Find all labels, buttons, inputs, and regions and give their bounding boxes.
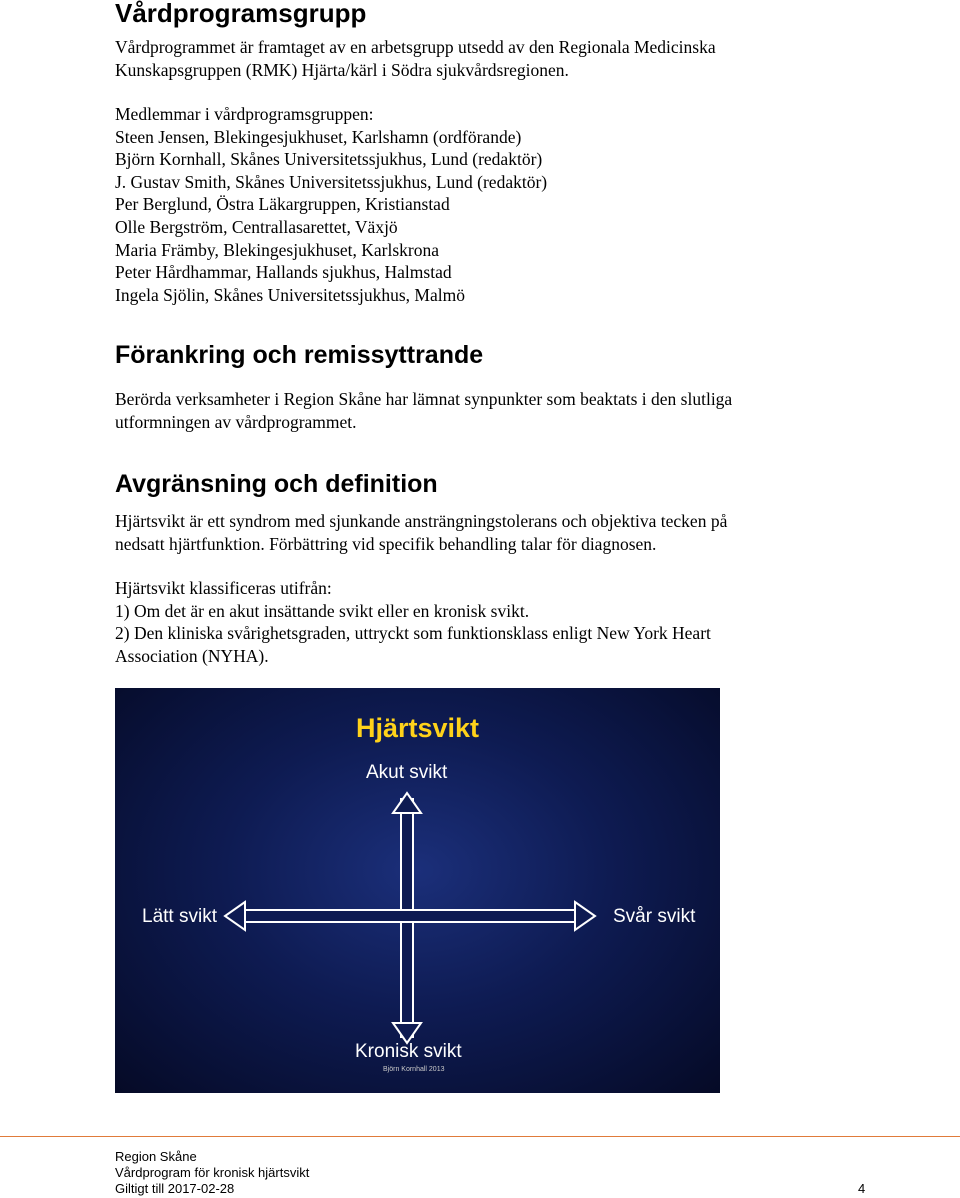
label-svar-svikt: Svår svikt xyxy=(613,906,696,927)
members-list xyxy=(115,103,815,306)
classification-paragraph xyxy=(115,577,815,667)
arrow-right xyxy=(575,902,595,930)
diagram-title: Hjärtsvikt xyxy=(355,713,480,743)
member-item: Maria Främby, Blekingesjukhuset, Karlskrona xyxy=(115,239,440,260)
heart-failure-diagram xyxy=(115,688,720,1093)
text-line: utformningen av vårdprogrammet. xyxy=(115,411,357,432)
arrow-down xyxy=(393,1023,421,1043)
footer-rule xyxy=(0,1136,960,1137)
members-heading: Medlemmar i vårdprogramsgruppen: xyxy=(115,104,374,124)
label-kronisk-svikt: Kronisk svikt xyxy=(355,1041,462,1062)
diagram-credit: Björn Kornhall 2013 xyxy=(383,1066,445,1073)
member-item: Peter Hårdhammar, Hallands sjukhus, Halmstad xyxy=(115,262,452,283)
diagram-axes xyxy=(115,688,720,1093)
page-footer xyxy=(115,1149,309,1197)
member-item: Olle Bergström, Centrallasarettet, Växjö xyxy=(115,216,398,237)
member-item: Ingela Sjölin, Skånes Universitetssjukhus, Malmö xyxy=(115,284,465,305)
arrow-up xyxy=(393,793,421,813)
page-number: 4 xyxy=(858,1181,866,1196)
text-line: Vårdprogrammet är framtaget av en arbetsgrupp utsedd av den Regionala Medicinska xyxy=(115,37,716,57)
arrow-left xyxy=(225,902,245,930)
definition-paragraph xyxy=(115,510,815,555)
label-latt-svikt: Lätt svikt xyxy=(142,906,217,927)
forankring-paragraph xyxy=(115,388,815,433)
member-item: J. Gustav Smith, Skånes Universitetssjukhus, Lund (redaktör) xyxy=(115,171,548,192)
section-heading-avgransning: Avgränsning och definition xyxy=(115,470,438,498)
text-line: Berörda verksamheter i Region Skåne har lämnat synpunkter som beaktats i den slutliga xyxy=(115,389,733,409)
label-akut-svikt: Akut svikt xyxy=(366,762,448,783)
section-heading-vardprogramsgrupp: Vårdprogramsgrupp xyxy=(115,0,367,28)
text-line: Kunskapsgruppen (RMK) Hjärta/kärl i Södra sjukvårdsregionen. xyxy=(115,59,569,80)
member-item: Steen Jensen, Blekingesjukhuset, Karlshamn (ordförande) xyxy=(115,126,522,147)
text-line: nedsatt hjärtfunktion. Förbättring vid specifik behandling talar för diagnosen. xyxy=(115,533,657,554)
member-item: Björn Kornhall, Skånes Universitetssjukhus, Lund (redaktör) xyxy=(115,149,543,170)
footer-doc-title: Vårdprogram för kronisk hjärtsvikt xyxy=(115,1165,310,1180)
intro-paragraph xyxy=(115,36,815,81)
footer-org: Region Skåne xyxy=(115,1149,197,1164)
text-line: Hjärtsvikt klassificeras utifrån: xyxy=(115,578,332,598)
text-line: Hjärtsvikt är ett syndrom med sjunkande ansträngningstolerans och objektiva tecken på xyxy=(115,511,728,531)
section-heading-forankring: Förankring och remissyttrande xyxy=(115,341,484,369)
member-item: Per Berglund, Östra Läkargruppen, Kristianstad xyxy=(115,194,450,215)
footer-valid: Giltigt till 2017-02-28 xyxy=(115,1181,235,1196)
text-line: 2) Den kliniska svårighetsgraden, uttryckt som funktionsklass enligt New York Heart xyxy=(115,623,711,644)
text-line: 1) Om det är en akut insättande svikt eller en kronisk svikt. xyxy=(115,600,530,621)
text-line: Association (NYHA). xyxy=(115,645,269,666)
